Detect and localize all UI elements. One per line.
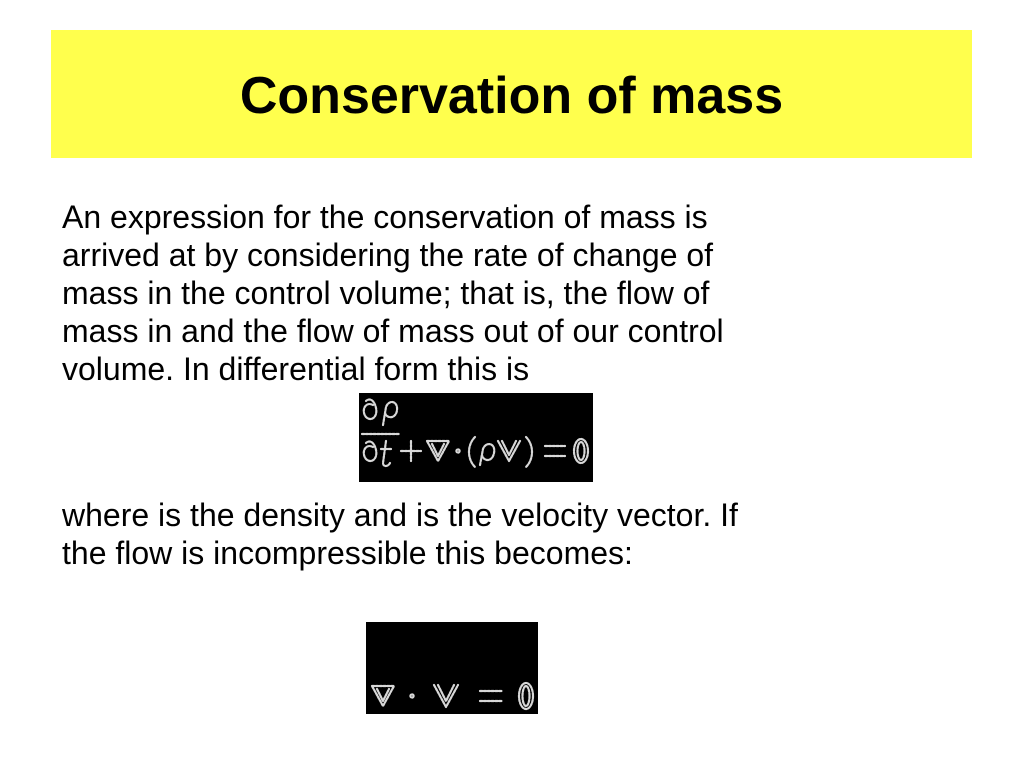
explanation-line-1: where is the density and is the velocity vector. If	[62, 497, 738, 533]
zero-glyph	[574, 439, 588, 463]
partial-rho-glyph	[364, 399, 397, 425]
intro-line-5: volume. In differential form this is	[62, 351, 530, 387]
partial-t-glyph	[364, 441, 391, 466]
slide-title: Conservation of mass	[239, 67, 784, 125]
intro-line-3: mass in the control volume; that is, the flow of	[62, 275, 710, 311]
paren-open-glyph	[469, 437, 475, 467]
vector-v-glyph	[498, 441, 520, 461]
incompressible-equation-graphic	[366, 622, 538, 714]
title-banner	[51, 30, 972, 158]
explanation-paragraph	[62, 496, 982, 572]
paren-close-glyph	[526, 437, 532, 467]
zero-glyph	[519, 683, 533, 709]
equals-glyph	[480, 691, 502, 701]
plus-glyph	[401, 441, 421, 461]
explanation-line-2: the flow is incompressible this becomes:	[62, 535, 633, 571]
nabla-glyph	[372, 686, 394, 706]
continuity-equation-graphic	[359, 393, 593, 482]
dot-glyph	[456, 449, 459, 452]
intro-paragraph	[62, 198, 962, 388]
continuity-equation-image	[359, 393, 593, 482]
rho-glyph	[480, 444, 494, 465]
intro-line-2: arrived at by considering the rate of change of	[62, 237, 714, 273]
vector-v-glyph	[434, 685, 458, 707]
equals-glyph	[545, 446, 565, 456]
nabla-glyph	[427, 441, 449, 461]
dot-glyph	[410, 694, 413, 697]
intro-line-1: An expression for the conservation of mass is	[62, 199, 708, 235]
intro-line-4: mass in and the flow of mass out of our control	[62, 313, 724, 349]
incompressible-equation-image	[366, 622, 538, 714]
